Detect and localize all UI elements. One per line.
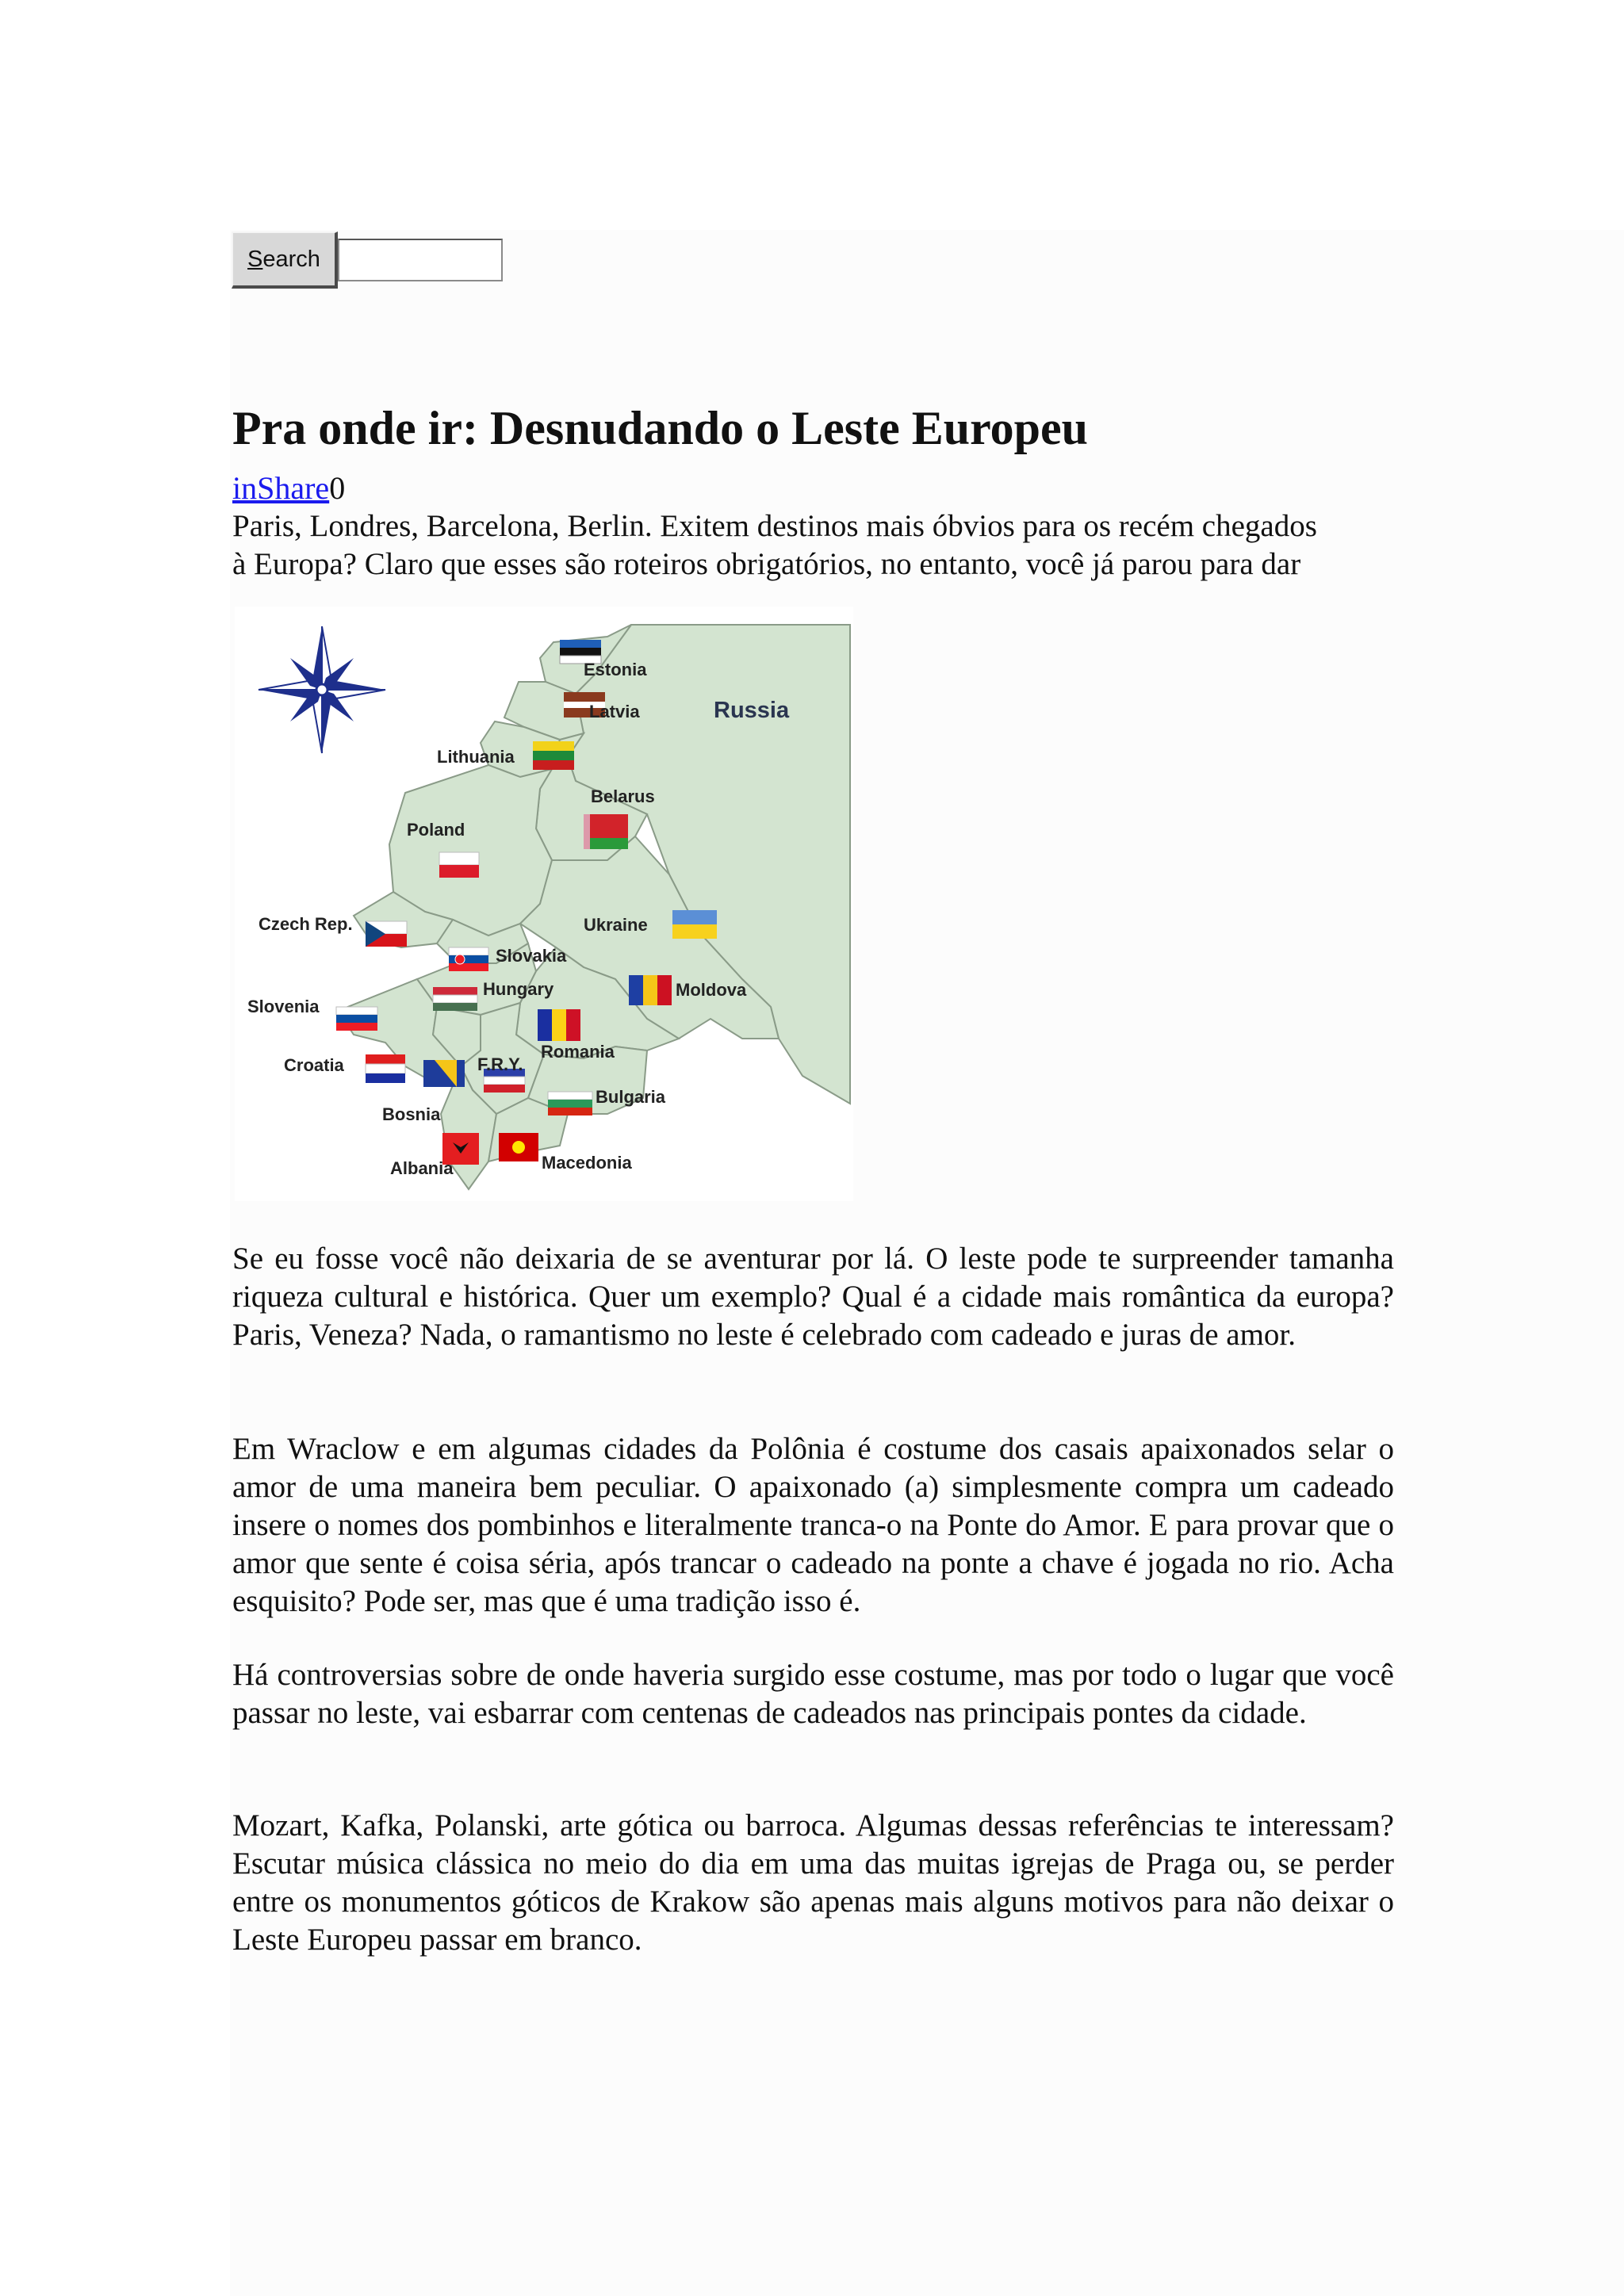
map-label-czech: Czech Rep. [259,914,353,934]
flag-croatia-icon [366,1054,405,1083]
map-label-bosnia: Bosnia [382,1104,441,1124]
article-paragraph: Em Wraclow e em algumas cidades da Polônia é costume dos casais apaixonados selar o amor de uma maneira bem peculiar. O apaixonado (a) simplesmente compra um cadeado insere o nomes dos pombinhos e literalmente tranca-o na Ponte do Amor. E para provar que o amor que sente é coisa séria, após trancar o cadeado na ponte a chave é jogada no rio. Acha esquisito? Pode ser, mas que é uma tradição isso é. [232,1432,1394,1618]
flag-czech-icon [366,921,407,947]
article-paragraph: Mozart, Kafka, Polanski, arte gótica ou barroca. Algumas dessas referências te interessam? Escutar música clássica no meio do dia em uma das muitas igrejas de Praga ou, se perder entre os monumentos góticos de Krakow são apenas mais alguns motivos para não deixar o Leste Europeu passar em branco. [232,1808,1394,1957]
map-label-macedonia: Macedonia [542,1153,632,1173]
flag-romania-icon [538,1009,580,1041]
map-label-slovenia: Slovenia [247,997,320,1016]
intro-line-2: à Europa? Claro que esses são roteiros obrigatórios, no entanto, você já parou para dar [232,547,1301,581]
search-button-rest: earch [262,246,320,272]
map-label-lithuania: Lithuania [437,747,515,767]
search-button[interactable] [232,232,338,289]
map-label-russia: Russia [714,698,790,723]
flag-poland-icon [439,852,479,878]
map-label-estonia: Estonia [584,660,647,679]
flag-hungary-icon [433,987,477,1011]
search-input[interactable] [338,239,503,281]
flag-slovenia-icon [336,1007,377,1031]
flag-macedonia-icon [499,1133,538,1161]
map-label-bulgaria: Bulgaria [596,1087,666,1107]
map-label-croatia: Croatia [284,1055,344,1075]
map-label-slovakia: Slovakia [496,946,567,966]
map-label-ukraine: Ukraine [584,915,648,935]
map-label-fry: F.R.Y. [477,1054,523,1074]
flag-ukraine-icon [672,910,717,939]
share-line [232,469,345,507]
flag-belarus-icon [584,814,628,849]
flag-bosnia-icon [423,1060,465,1087]
inshare-link[interactable]: inShare [232,470,330,506]
flag-moldova-icon [629,975,672,1005]
article-title: Pra onde ir: Desnudando o Leste Europeu [232,402,1089,454]
article-paragraph: Há controversias sobre de onde haveria surgido esse costume, mas por todo o lugar que você passar no leste, vai esbarrar com centenas de cadeados nas principais pontes da cidade. [232,1658,1394,1730]
share-count: 0 [329,470,346,506]
search-bar [232,230,503,290]
map-label-hungary: Hungary [483,979,554,999]
eastern-europe-map [235,607,853,1201]
search-button-access-key: S [247,246,263,272]
map-label-belarus: Belarus [591,786,655,806]
map-label-latvia: Latvia [589,702,640,721]
flag-lithuania-icon [533,741,574,770]
map-label-poland: Poland [407,820,465,840]
intro-line-1: Paris, Londres, Barcelona, Berlin. Exitem destinos mais óbvios para os recém chegados [232,509,1317,543]
article-paragraph: Se eu fosse você não deixaria de se aventurar por lá. O leste pode te surpreender tamanha riqueza cultural e histórica. Quer um exemplo? Qual é a cidade mais romântica da europa? Paris, Veneza? Nada, o ramantismo no leste é celebrado com cadeado e juras de amor. [232,1242,1394,1352]
map-label-moldova: Moldova [676,980,747,1000]
flag-bulgaria-icon [548,1092,592,1115]
flag-slovakia-icon [449,947,488,971]
map-label-romania: Romania [541,1042,615,1062]
map-label-albania: Albania [390,1158,454,1178]
